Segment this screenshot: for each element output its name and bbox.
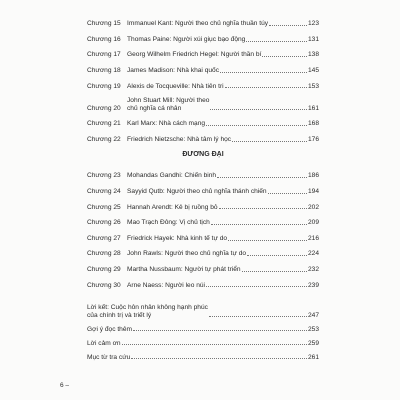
dot-leader (122, 344, 307, 345)
entry-title-line: Mục từ tra cứu (87, 353, 131, 361)
dot-leader (217, 177, 307, 178)
entry-title (127, 51, 261, 58)
chapter-number: Chương 30 (87, 281, 121, 289)
section-heading: ĐƯƠNG ĐẠI (182, 151, 224, 159)
toc-entry (87, 43, 319, 59)
entry-title-line: Lời cảm ơn (87, 339, 121, 347)
toc-entry (87, 211, 319, 227)
entry-title-line: Sayyid Qutb: Người theo chủ nghĩa thánh chiến (127, 187, 267, 195)
entry-title-line: của chính trị và triết lý (87, 311, 152, 319)
entry-title-line: Lời kết: Cuộc hôn nhân không hạnh phúc (87, 304, 208, 312)
dot-leader (268, 193, 307, 194)
page-number: 6 – (60, 382, 70, 389)
dot-leader (269, 25, 307, 26)
dot-leader (133, 330, 307, 331)
entry-title-line: Martha Nussbaum: Người tự phát triển (127, 265, 241, 273)
entry-title (127, 67, 219, 74)
entry-page-number: 138 (307, 51, 319, 59)
entry-title-line: Thomas Paine: Người xúi giục bạo động (127, 35, 246, 43)
entry-page-number: 216 (307, 234, 319, 242)
toc-entry (87, 258, 319, 274)
chapter-number: Chương 29 (87, 265, 121, 273)
entry-title (127, 172, 216, 179)
entry-page-number: 259 (307, 339, 319, 347)
chapter-number: Chương 27 (87, 234, 121, 242)
chapter-number: Chương 28 (87, 250, 121, 258)
entry-title-line: Friedrick Hayek: Nhà kinh tế tự do (127, 234, 228, 242)
entry-title (127, 204, 218, 211)
dot-leader (262, 56, 307, 57)
entry-page-number: 123 (307, 20, 319, 28)
entry-page-number: 224 (307, 250, 319, 258)
entry-title-line: Hannah Arendt: Kẻ bị ruồng bỏ (127, 203, 218, 211)
chapter-number: Chương 19 (87, 82, 121, 90)
toc-back-matter (87, 297, 319, 361)
entry-title-line: Mohandas Gandhi: Chiến binh (127, 172, 217, 180)
entry-page-number: 168 (307, 120, 319, 128)
toc-entry (87, 128, 319, 144)
dot-leader (131, 358, 307, 359)
entry-title (127, 266, 241, 273)
entry-title-line: Mao Trạch Đông: Vị chủ tịch (127, 219, 210, 227)
dot-leader (247, 255, 307, 256)
entry-page-number: 153 (307, 82, 319, 90)
dot-leader (228, 240, 307, 241)
dot-leader (225, 87, 307, 88)
entry-title-line: Friedrich Nietzsche: Nhà tâm lý học (127, 135, 232, 143)
entry-title (127, 20, 268, 27)
entry-page-number: 253 (307, 325, 319, 333)
toc-entry (87, 28, 319, 44)
entry-page-number: 202 (307, 203, 319, 211)
entry-title (127, 97, 209, 112)
dot-leader (232, 141, 307, 142)
entry-title (127, 250, 246, 257)
chapter-number: Chương 22 (87, 135, 121, 143)
entry-title-line: Arne Naess: Người leo núi (127, 281, 206, 289)
dot-leader (209, 316, 307, 317)
entry-page-number: 194 (307, 187, 319, 195)
toc-entry (87, 59, 319, 75)
chapter-number: Chương 18 (87, 66, 121, 74)
toc-entry (87, 164, 319, 180)
dot-leader (220, 72, 307, 73)
toc-part-2 (87, 164, 319, 289)
dot-leader (206, 125, 307, 126)
toc-entry (87, 12, 319, 28)
entry-page-number: 239 (307, 281, 319, 289)
entry-title (127, 282, 205, 289)
chapter-number: Chương 15 (87, 20, 121, 28)
entry-page-number: 131 (307, 35, 319, 43)
dot-leader (206, 286, 307, 287)
toc-entry (87, 297, 319, 319)
toc-entry (87, 273, 319, 289)
entry-page-number: 145 (307, 66, 319, 74)
entry-title-line: John Rawls: Người theo chủ nghĩa tự do (127, 250, 247, 258)
entry-title-line: Karl Marx: Nhà cách mạng (127, 120, 206, 128)
entry-title-line: chủ nghĩa cá nhân (127, 104, 182, 112)
entry-page-number: 232 (307, 265, 319, 273)
toc-entry (87, 227, 319, 243)
dot-leader (219, 208, 307, 209)
entry-title (127, 83, 224, 90)
toc-entry (87, 90, 319, 112)
entry-title (127, 235, 227, 242)
entry-title (127, 36, 245, 43)
dot-leader (242, 271, 307, 272)
chapter-number: Chương 24 (87, 187, 121, 195)
entry-page-number: 161 (307, 104, 319, 112)
toc-entry (87, 333, 319, 347)
toc-entry (87, 195, 319, 211)
entry-title-line: Alexis de Tocqueville: Nhà tiên tri (127, 82, 224, 90)
entry-title-line: Immanuel Kant: Người theo chủ nghĩa thuần túy (127, 20, 269, 28)
chapter-number: Chương 26 (87, 219, 121, 227)
entry-title-line: John Stuart Mill: Người theo (127, 97, 210, 105)
toc-entry (87, 319, 319, 333)
entry-title-line: James Madison: Nhà khai quốc (127, 66, 219, 74)
toc-entry (87, 347, 319, 361)
entry-title (87, 354, 130, 361)
entry-title (87, 340, 121, 347)
entry-page-number: 261 (307, 353, 319, 361)
entry-page-number: 176 (307, 135, 319, 143)
dot-leader (210, 109, 307, 110)
chapter-number: Chương 23 (87, 172, 121, 180)
entry-page-number: 209 (307, 219, 319, 227)
chapter-number: Chương 16 (87, 35, 121, 43)
chapter-number: Chương 25 (87, 203, 121, 211)
table-of-contents (87, 12, 319, 361)
toc-part-1 (87, 12, 319, 143)
entry-title (127, 188, 267, 195)
entry-title (127, 136, 231, 143)
entry-title-line: Georg Wilhelm Friedrich Hegel: Người thần bí (127, 51, 262, 59)
chapter-number: Chương 17 (87, 51, 121, 59)
dot-leader (211, 224, 307, 225)
dot-leader (246, 41, 307, 42)
entry-page-number: 186 (307, 172, 319, 180)
entry-title (87, 326, 132, 333)
entry-title-line: Gợi ý đọc thêm (87, 325, 133, 333)
toc-entry (87, 242, 319, 258)
chapter-number: Chương 21 (87, 120, 121, 128)
entry-page-number: 247 (307, 311, 319, 319)
entry-title (87, 304, 208, 319)
toc-entry (87, 180, 319, 196)
chapter-number: Chương 20 (87, 104, 121, 112)
entry-title (127, 120, 205, 127)
toc-entry (87, 74, 319, 90)
toc-entry (87, 112, 319, 128)
entry-title (127, 219, 210, 226)
